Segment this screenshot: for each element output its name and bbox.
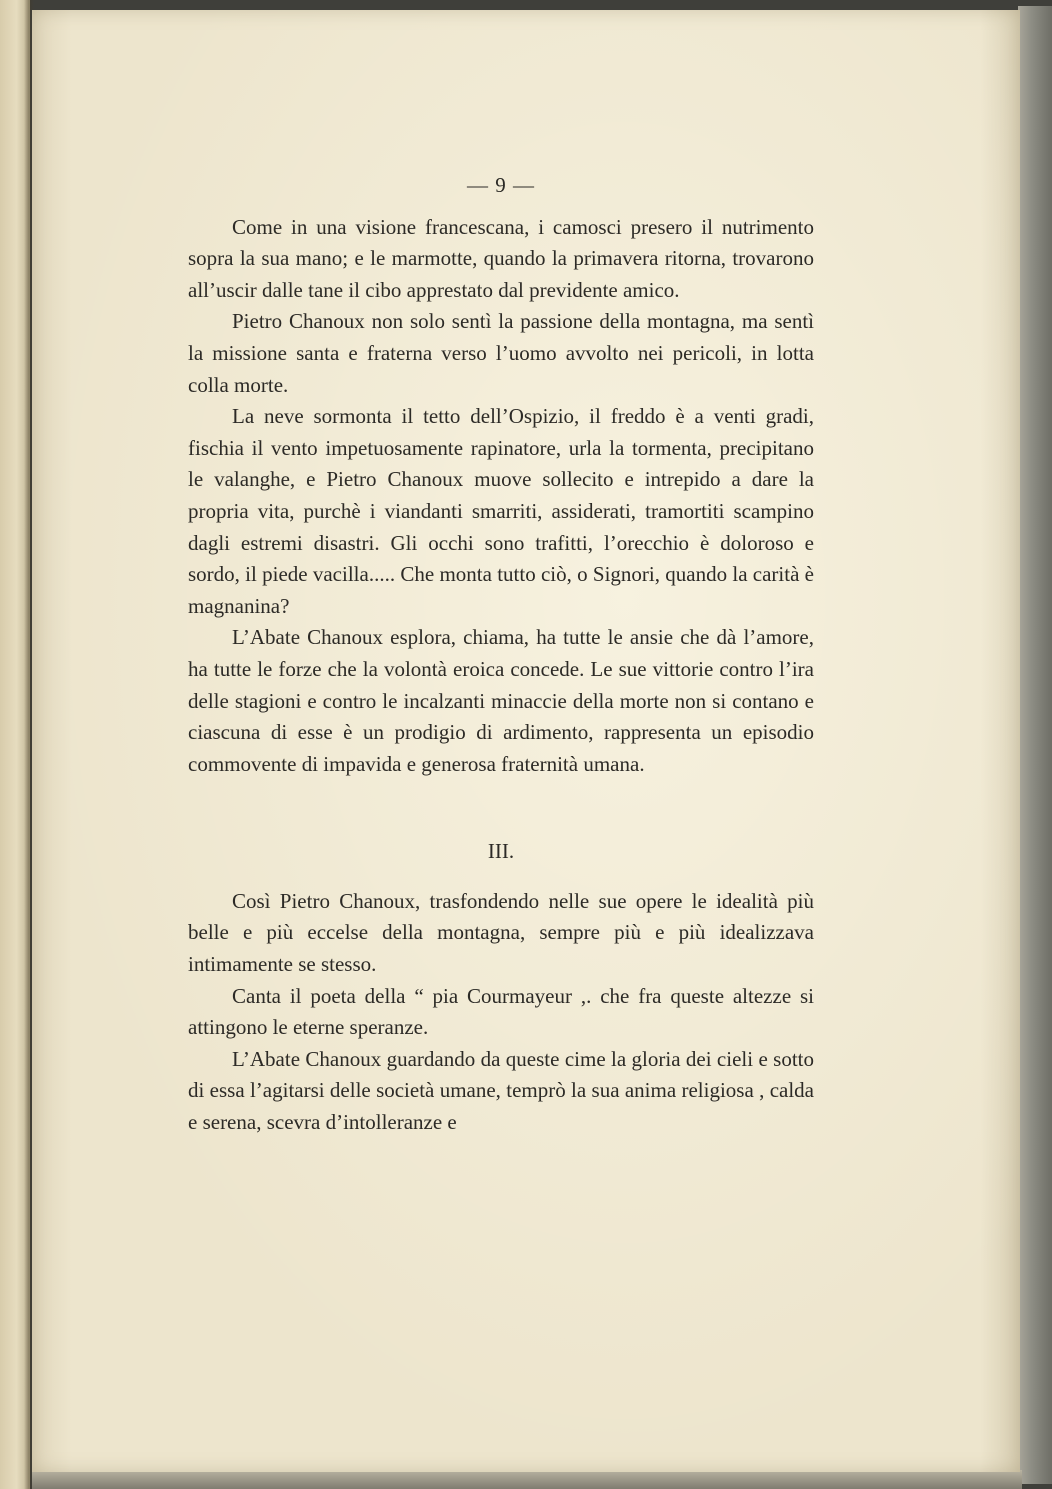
paragraph: Canta il poeta della “ pia Courmayeur ,. che fra queste altezze si attingono le eterne speranze. xyxy=(188,983,814,1040)
book-cover-edge xyxy=(1018,6,1052,1484)
paragraph: Così Pietro Chanoux, trasfondendo nelle sue opere le idealità più belle e più eccelse della montagna, sempre più e più idealizzava intimamente se stesso. xyxy=(188,888,814,977)
page-number: — 9 — xyxy=(467,173,535,197)
paragraph: L’Abate Chanoux esplora, chiama, ha tutte le ansie che dà l’amore, ha tutte le forze che la volontà eroica concede. Le sue vittorie contro l’ira delle stagioni e contro le incalzanti minaccie della morte non si contano e ciascuna di esse è un prodigio di ardimento, rappresenta un episodio commovente di impavida e generosa fraternità umana. xyxy=(188,625,814,776)
page-text-block xyxy=(188,170,814,1139)
paragraph: Pietro Chanoux non solo sentì la passione della montagna, ma sentì la missione santa e fraterna verso l’uomo avvolto nei pericoli, in lotta colla morte. xyxy=(188,309,814,397)
paragraph: La neve sormonta il tetto dell’Ospizio, il freddo è a venti gradi, fischia il vento impetuosamente rapinatore, urla la tormenta, precipitano le valanghe, e Pietro Chanoux muove sollecito e intrepido a dare la propria vita, purchè i viandanti smarriti, assiderati, tramortiti scampino dagli estremi disastri. Gli occhi sono trafitti, l’orecchio è doloroso e sordo, il piede vacilla..... Che monta tutto ciò, o Signori, quando la carità è magnanina? xyxy=(188,404,814,618)
section-heading: III. xyxy=(487,839,515,864)
book-bottom-edge xyxy=(32,1470,1022,1489)
paragraph: L’Abate Chanoux guardando da queste cime la gloria dei cieli e sotto di essa l’agitarsi delle società umane, temprò la sua anima religiosa , calda e serena, scevra d’intolleranze e xyxy=(188,1046,814,1135)
paragraph: Come in una visione francescana, i camosci presero il nutrimento sopra la sua mano; e le marmotte, quando la primavera ritorna, trovarono all’uscir dalle tane il cibo apprestato dal previdente amico. xyxy=(188,214,814,302)
